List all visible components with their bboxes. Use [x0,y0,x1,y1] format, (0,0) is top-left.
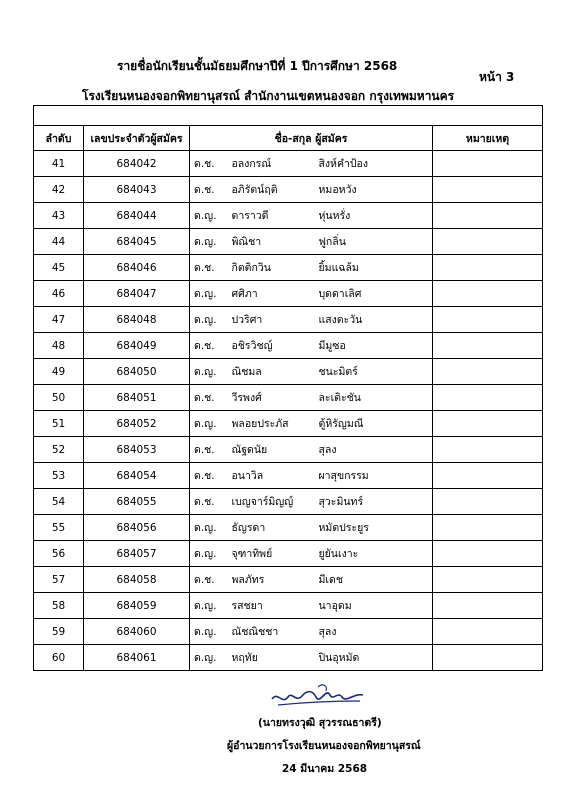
student-roster-table [33,105,543,671]
signer-title: ผู้อำนวยการโรงเรียนหนองจอกพิทยานุสรณ์ [227,740,421,752]
sign-date: 24 มีนาคม 2568 [282,763,368,775]
applicant-id: 684051 [84,385,190,411]
header-name: ชื่อ-สกุล ผู้สมัคร [190,126,433,151]
first-name: รสชยา [232,593,319,619]
name-prefix: ด.ญ. [190,411,232,437]
last-name: ตู้หิรัญมณี [319,411,433,437]
signer-name: (นายทรงวุฒิ สุวรรณธาตรี) [258,717,382,729]
row-number: 44 [34,229,84,255]
table-header-row [34,126,543,151]
first-name: อนาวิล [232,463,319,489]
last-name: แสงตะวัน [319,307,433,333]
applicant-id: 684050 [84,359,190,385]
last-name: ชนะมิตร์ [319,359,433,385]
row-number: 42 [34,177,84,203]
applicant-id: 684047 [84,281,190,307]
remark [433,541,543,567]
name-prefix: ด.ญ. [190,645,232,671]
blank-row [34,106,543,126]
last-name: มีเดช [319,567,433,593]
name-prefix: ด.ญ. [190,281,232,307]
row-number: 55 [34,515,84,541]
name-prefix: ด.ช. [190,333,232,359]
first-name: อชิรวิชญ์ [232,333,319,359]
row-number: 45 [34,255,84,281]
remark [433,333,543,359]
last-name: นาอุดม [319,593,433,619]
page-number: หน้า 3 [479,70,515,84]
last-name: หุ่นหรั่ง [319,203,433,229]
remark [433,385,543,411]
row-number: 56 [34,541,84,567]
first-name: กิตติกวิน [232,255,319,281]
remark [433,307,543,333]
last-name: ฟูกลิ่น [319,229,433,255]
row-number: 49 [34,359,84,385]
table-row [34,359,543,385]
remark [433,463,543,489]
remark [433,437,543,463]
row-number: 58 [34,593,84,619]
row-number: 54 [34,489,84,515]
last-name: ผาสุขกรรม [319,463,433,489]
last-name: หมอหวัง [319,177,433,203]
row-number: 59 [34,619,84,645]
name-prefix: ด.ช. [190,489,232,515]
row-number: 53 [34,463,84,489]
applicant-id: 684043 [84,177,190,203]
row-number: 52 [34,437,84,463]
remark [433,593,543,619]
first-name: ธัญรดา [232,515,319,541]
last-name: สุวะมินทร์ [319,489,433,515]
remark [433,489,543,515]
row-number: 47 [34,307,84,333]
name-prefix: ด.ญ. [190,541,232,567]
table-row [34,541,543,567]
header-remark: หมายเหตุ [433,126,543,151]
remark [433,203,543,229]
name-prefix: ด.ญ. [190,593,232,619]
first-name: ณิชมล [232,359,319,385]
row-number: 51 [34,411,84,437]
remark [433,645,543,671]
header-applicant-id: เลขประจำตัวผู้สมัคร [84,126,190,151]
applicant-id: 684044 [84,203,190,229]
first-name: จุฑาทิพย์ [232,541,319,567]
name-prefix: ด.ช. [190,177,232,203]
name-prefix: ด.ช. [190,151,232,177]
first-name: หฤทัย [232,645,319,671]
first-name: ณัฐดนัย [232,437,319,463]
table-row [34,619,543,645]
name-prefix: ด.ช. [190,463,232,489]
signature-icon [268,681,368,711]
first-name: ณัชณิชชา [232,619,319,645]
row-number: 46 [34,281,84,307]
table-row [34,333,543,359]
table-row [34,515,543,541]
name-prefix: ด.ญ. [190,515,232,541]
first-name: ดาราวดี [232,203,319,229]
row-number: 57 [34,567,84,593]
last-name: ยิ้มแฉล้ม [319,255,433,281]
table-row [34,177,543,203]
applicant-id: 684046 [84,255,190,281]
last-name: มีมูซอ [319,333,433,359]
last-name: ปินอุหมัด [319,645,433,671]
remark [433,411,543,437]
page-title: รายชื่อนักเรียนชั้นมัธยมศึกษาปีที่ 1 ปีการศึกษา 2568 [117,59,398,73]
first-name: อลงกรณ์ [232,151,319,177]
applicant-id: 684049 [84,333,190,359]
row-number: 43 [34,203,84,229]
remark [433,177,543,203]
first-name: ปวริศา [232,307,319,333]
last-name: สุลง [319,437,433,463]
last-name: ละเติะชัน [319,385,433,411]
header-no: ลำดับ [34,126,84,151]
name-prefix: ด.ญ. [190,359,232,385]
applicant-id: 684053 [84,437,190,463]
applicant-id: 684061 [84,645,190,671]
last-name: บุดดาเลิศ [319,281,433,307]
applicant-id: 684057 [84,541,190,567]
applicant-id: 684055 [84,489,190,515]
applicant-id: 684054 [84,463,190,489]
first-name: วีรพงศ์ [232,385,319,411]
applicant-id: 684060 [84,619,190,645]
table-row [34,645,543,671]
remark [433,515,543,541]
table-row [34,437,543,463]
table-row [34,385,543,411]
name-prefix: ด.ญ. [190,619,232,645]
remark [433,281,543,307]
remark [433,359,543,385]
row-number: 60 [34,645,84,671]
applicant-id: 684048 [84,307,190,333]
name-prefix: ด.ญ. [190,203,232,229]
table-row [34,203,543,229]
table-row [34,489,543,515]
last-name: ยูยันเงาะ [319,541,433,567]
table-row [34,567,543,593]
table-row [34,281,543,307]
name-prefix: ด.ญ. [190,229,232,255]
applicant-id: 684042 [84,151,190,177]
table-row [34,229,543,255]
table-row [34,593,543,619]
row-number: 41 [34,151,84,177]
name-prefix: ด.ช. [190,255,232,281]
remark [433,619,543,645]
remark [433,229,543,255]
name-prefix: ด.ช. [190,385,232,411]
first-name: อภิรัตน์ฤติ [232,177,319,203]
last-name: สุลง [319,619,433,645]
first-name: เบญจาร์มิญญ์ [232,489,319,515]
last-name: หมัดประยูร [319,515,433,541]
first-name: พิณิชา [232,229,319,255]
remark [433,567,543,593]
applicant-id: 684056 [84,515,190,541]
name-prefix: ด.ช. [190,567,232,593]
applicant-id: 684052 [84,411,190,437]
name-prefix: ด.ช. [190,437,232,463]
row-number: 48 [34,333,84,359]
table-row [34,151,543,177]
first-name: พลภัทร [232,567,319,593]
school-name: โรงเรียนหนองจอกพิทยานุสรณ์ สำนักงานเขตหนองจอก กรุงเทพมหานคร [82,89,455,103]
last-name: สิงห์คำป้อง [319,151,433,177]
table-row [34,463,543,489]
remark [433,255,543,281]
applicant-id: 684058 [84,567,190,593]
applicant-id: 684059 [84,593,190,619]
name-prefix: ด.ญ. [190,307,232,333]
first-name: พลอยประภัส [232,411,319,437]
table-row [34,307,543,333]
remark [433,151,543,177]
table-row [34,411,543,437]
table-row [34,255,543,281]
row-number: 50 [34,385,84,411]
first-name: ศศิภา [232,281,319,307]
applicant-id: 684045 [84,229,190,255]
